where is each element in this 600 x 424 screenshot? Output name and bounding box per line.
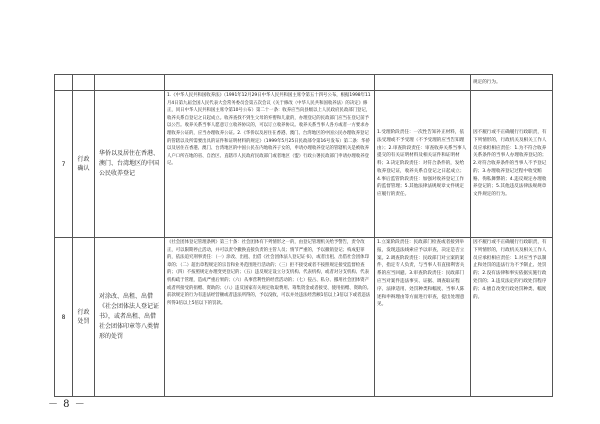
row-responsibility: 1.立案阶段责任：民政部门检查或者接到举报，发现违法线索应予以审查，决定是否立案。2.调查阶段责任：民政部门对立案的案件，指定专人负责，与当事人有直接利害关系的应当回避。3.审查阶段责任：民政部门应当对案件违法事实、证据、调查取证程序、法律适用、处罚种类和幅度、当事人陈述和申辩理由等方面进行审查，提出处理意见。: [377, 240, 465, 308]
row-type: 行政处罚: [77, 309, 90, 325]
previous-row-note: 规定的行为。: [473, 79, 501, 85]
page-number: － 8 －: [48, 399, 86, 410]
row-legal-basis: 1.《中华人民共和国收养法》（1991年12月29日中华人民共和国主席令第五十四号公布，根据1998年11月4日第九届全国人民代表大会常务委员会第五次会议《关于修改〈中华人民共和国收养法〉的决定》修正，同日中华人民共和国主席令第10号公布）第二十一条：收养应当向县级以上人民政府民政部门登记，收养关系自登记之日起成立。收养查找不到生父母的弃婴和儿童的，办理登记的民政部门应当在登记前予以公告。收养关系当事人愿意订立收养协议的，可以订立收养协议。收养关系当事人各方或者一方要求办理收养公证的，应当办理收养公证。2.《华侨以及居住在香港、澳门、台湾地区的中国公民办理收养登记的管辖以及所需要出具的证件和证明材料的规定》（1999年5月25日民政部令第16号发布）第二条：华侨以及居住在香港、澳门、台湾地区的中国公民在内地收养子女的，申请办理收养登记的管辖机关是被收养人户口所在地的省、自治区、直辖市人民政府民政部门或者地区（盟）行政公署民政部门申请办理收养登记。: [167, 93, 371, 167]
row-index: 7: [61, 160, 66, 168]
table-row: [55, 238, 553, 397]
responsibility-table: [54, 74, 553, 397]
table-row-previous-tail: [55, 75, 553, 91]
row-index: 8: [61, 313, 66, 321]
row-legal-basis: 《社会团体登记管理条例》第三十条：社会团体有下列情形之一的，由登记管理机关给予警告，责令改正，可以限期停止活动，并可以责令撤换直接负责的主管人员；情节严重的，予以撤销登记；构成犯罪的，依法追究刑事责任：（一）涂改、出租、出借《社会团体法人登记证书》，或者出租、出借社会团体印章的；（二）超出章程规定的宗旨和业务范围进行活动的；（三）拒不接受或者不按照规定接受监督检查的；（四）不按照规定办理变更登记的；（五）违反规定设立分支机构、代表机构，或者对分支机构、代表机构疏于管理，造成严重后果的；（六）从事营利性的经营活动的；（七）侵占、私分、挪用社会团体资产或者所接受的捐赠、资助的；（八）违反国家有关规定收取费用、筹集资金或者接受、使用捐赠、资助的。前款规定的行为有违法经营额或者违法所得的，予以没收，可以并处违法经营额1倍以上3倍以下或者违法所得3倍以上5倍以下的罚款。: [167, 240, 372, 306]
row-responsibility: 1.受理阶段责任：一次性告知补正材料，依法受理或不予受理（不予受理的应当告知理由）；2.审查阶段责任：审查收养关系当事人提交的有关证明材料及相关证件和证明材料；3.决定阶段责任：对符合条件的，发给收养登记证，收养关系自登记之日起成立；4.事后监管阶段责任：加强对收养登记工作的监督管理；5.其他法律法规规章文件规定应履行的责任。: [377, 129, 467, 198]
row-type: 行政确认: [77, 156, 90, 172]
table-row: [55, 91, 553, 238]
row-accountability: 因不履行或不正确履行行政职责，有下列情形的，行政机关及相关工作人员应承担相应责任：1.对应当予以制止和处罚的违法行为不予制止、处罚的；2.没有法律和事实依据实施行政处罚的；3.违反法定的行政处罚程序的；4.擅自改变行政处罚种类、幅度的。: [473, 240, 547, 300]
row-item-name: 对涂改、出租、出借《社会团体法人登记证书》，或者出租、出借社会团体印章等八类情形的处罚: [99, 293, 160, 340]
row-item-name: 华侨以及居住在香港、澳门、台湾地区的中国公民收养登记: [99, 150, 160, 177]
row-accountability: 因不履行或不正确履行行政职责，有下列情形的，行政机关及相关工作人员应承担相应责任：1.为不符合收养关系条件的当事人办理收养登记的；2.对符合收养条件的当事人不予登记的；3.办理收养登记过程中收受贿赂、徇私舞弊的；4.违反规定办理收养登记的；5.其他违反法律法规规章文件规定的行为。: [473, 129, 547, 198]
